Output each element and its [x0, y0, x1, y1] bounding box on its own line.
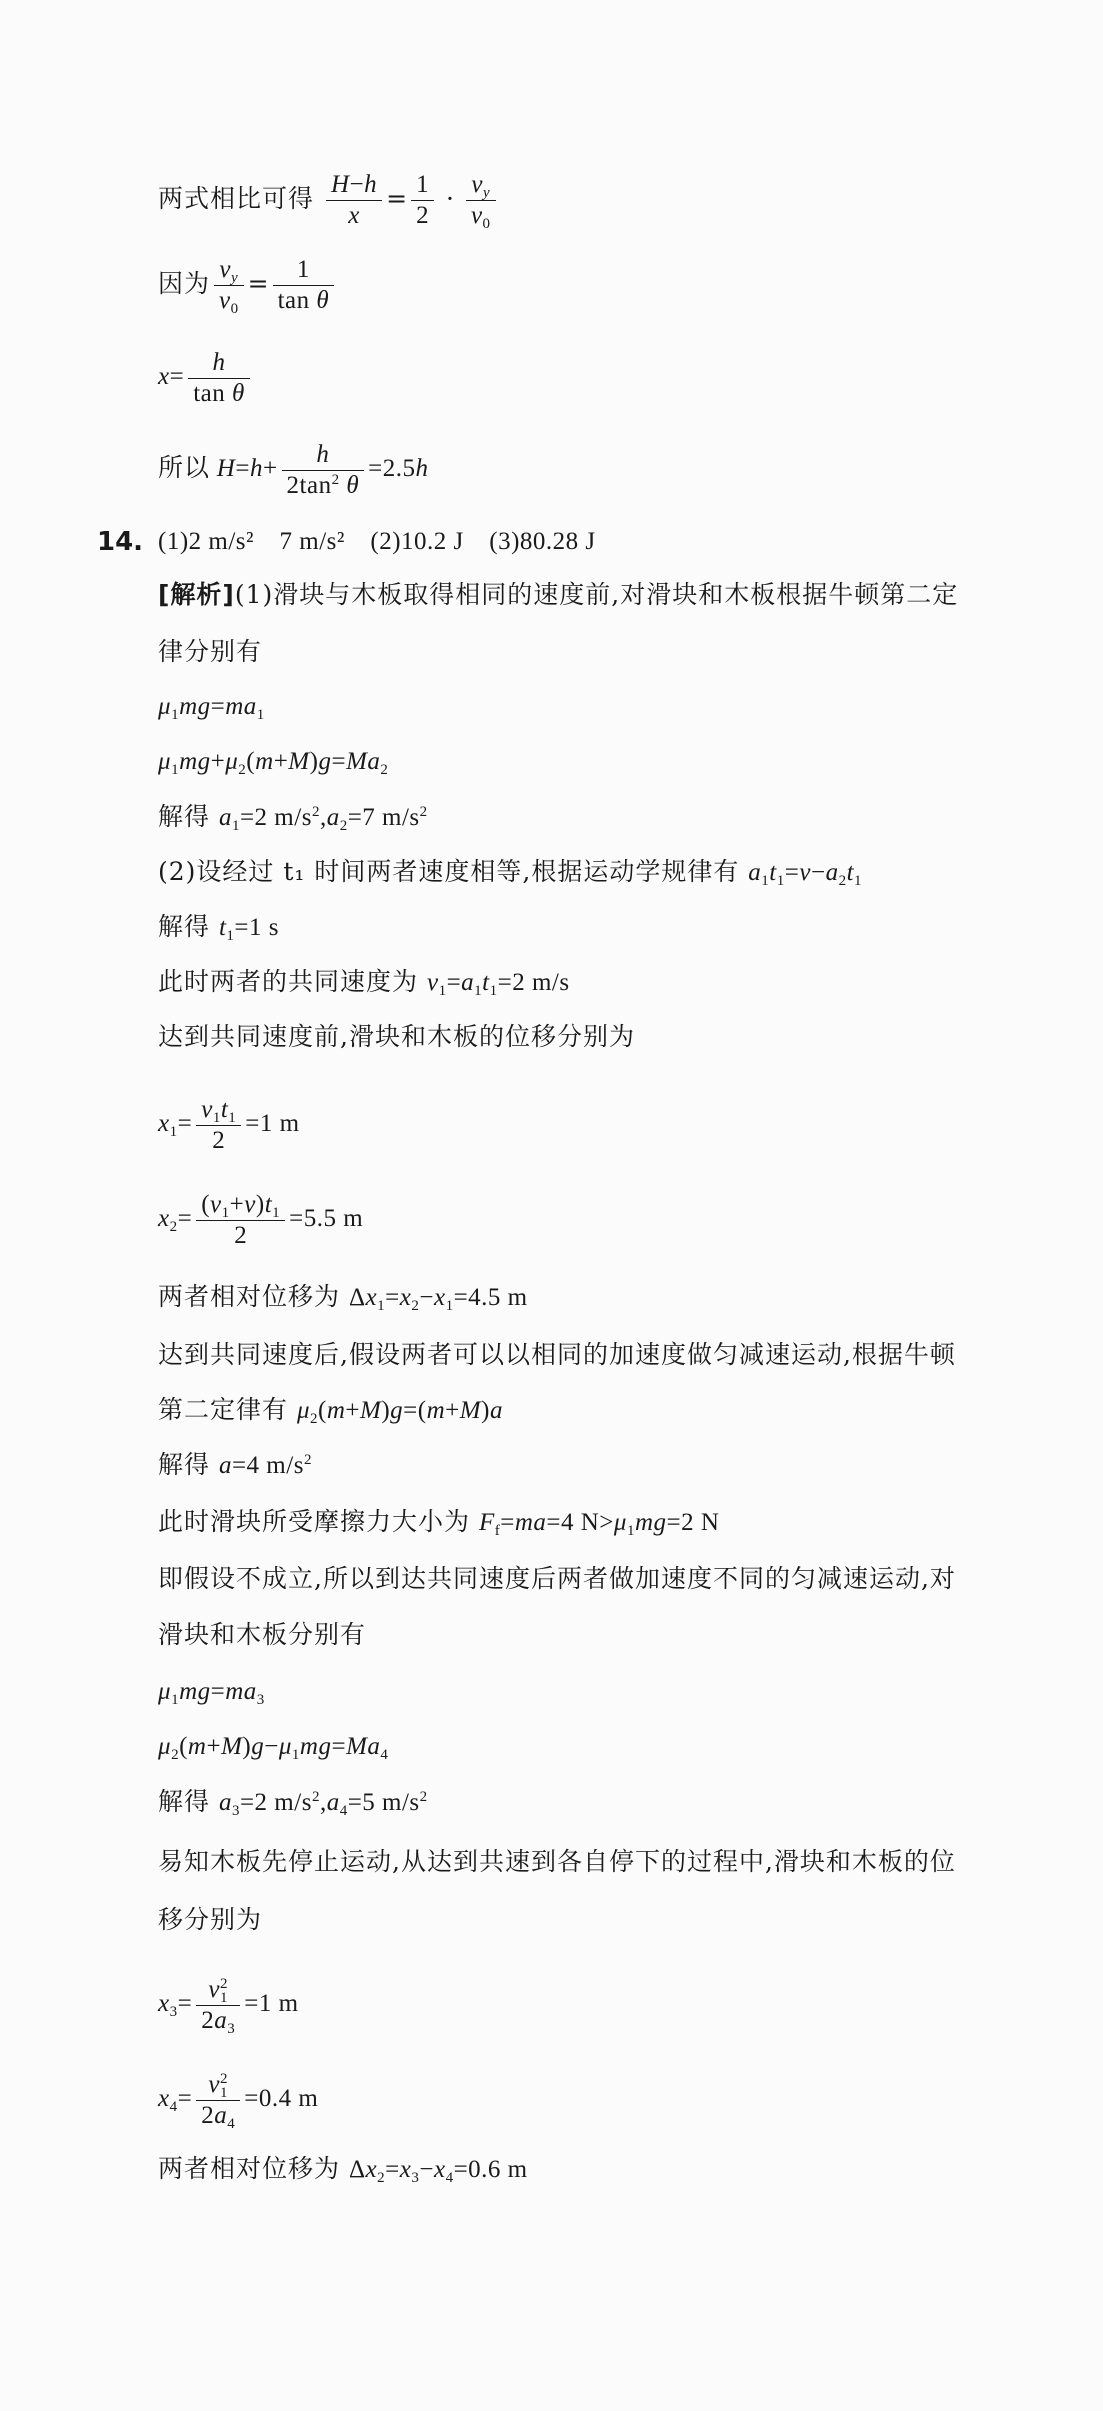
ratio-intro: 两式相比可得: [158, 184, 315, 213]
fraction: $\frac{v_1^2}{2a_3}$: [196, 1975, 240, 2036]
fraction: $\frac{h}{2\tan^2 \theta}$: [282, 440, 365, 501]
analysis-p1a: [解析](1)滑块与木板取得相同的速度前,对滑块和木板根据牛顿第二定: [158, 580, 959, 609]
eq-x3: $x_3=$ $\frac{v_1^2}{2a_3}$ =1 m: [158, 1976, 299, 2037]
eq-slider-2: $\mu_1mg=ma_3$: [158, 1678, 265, 1708]
board-stop-b: 移分别为: [158, 1905, 263, 1934]
solve-t1: 解得 $t_1=1$ s: [158, 912, 279, 944]
solve-a1a2: 解得 $a_1=2$ $m/s^2,a_2=7$ $m/s^2$: [158, 802, 428, 834]
x-equation: x= $\frac{h}{\text{tan θ}}$: [158, 348, 254, 409]
eq-board: $\mu_1mg+\mu_2(m+M)g=Ma_2$: [158, 748, 389, 778]
eq-x1: $x_1=$ $\frac{v_1t_1}{2}$ =1 m: [158, 1096, 300, 1154]
fraction: $\frac{1}{\text{tan θ}}$: [273, 255, 335, 316]
fraction: $\frac{v_y}{v_0}$: [466, 170, 496, 231]
eq-board-2: $\mu_2(m+M)g-\mu_1mg=Ma_4$: [158, 1733, 389, 1763]
eq-x4: $x_4=$ $\frac{v_1^2}{2a_4}$ =0.4 m: [158, 2071, 319, 2132]
fraction: $\frac{1}{2}$: [411, 170, 434, 231]
part2-line: (2)设经过 t₁ 时间两者速度相等,根据运动学规律有 $a_1t_1=v-a_2t_1$: [158, 857, 863, 889]
eq-slider: $\mu_1mg=ma_1$: [158, 693, 265, 723]
eq-x2: $x_2=$ $\frac{(v_1+v)t_1}{2}$ =5.5 m: [158, 1191, 364, 1249]
fraction: $\frac{(v_1+v)t_1}{2}$: [196, 1190, 285, 1251]
after-common-b: 第二定律有 $\mu_2(m+M)g=(m+M)a$: [158, 1395, 503, 1427]
because-label: 因为: [158, 269, 211, 298]
answer-line: (1)2 m/s² 7 m/s² (2)10.2 J (3)80.28 J: [158, 528, 596, 555]
fraction: $\frac{v_y}{v_0}$: [214, 255, 244, 316]
relative-disp-1: 两者相对位移为 $\Delta x_1=x_2-x_1=4.5$ m: [158, 1282, 528, 1314]
fraction: $\frac{v_1^2}{2a_4}$: [196, 2070, 240, 2131]
after-common-a: 达到共同速度后,假设两者可以以相同的加速度做匀减速运动,根据牛顿: [158, 1340, 956, 1369]
fraction: $\frac{h}{\text{tan θ}}$: [188, 348, 250, 409]
so-label: 所以: [158, 453, 211, 483]
fraction: $\frac{H-h}{x}$: [326, 170, 382, 231]
board-stop-a: 易知木板先停止运动,从达到共速到各自停下的过程中,滑块和木板的位: [158, 1847, 956, 1876]
common-velocity: 此时两者的共同速度为 $v_1=a_1t_1=2$ m/s: [158, 967, 570, 999]
friction-line: 此时滑块所受摩擦力大小为 $F_f=ma=4$ $N>\mu_1mg=2$ N: [158, 1507, 720, 1539]
fraction: $\frac{v_1t_1}{2}$: [196, 1095, 241, 1156]
analysis-p1b: 律分别有: [158, 637, 263, 666]
solve-a3a4: 解得 $a_3=2$ $m/s^2,a_4=5$ $m/s^2$: [158, 1787, 428, 1819]
question-number: 14.: [97, 527, 144, 557]
not-hold-a: 即假设不成立,所以到达共同速度后两者做加速度不同的匀减速运动,对: [158, 1564, 956, 1593]
before-common: 达到共同速度前,滑块和木板的位移分别为: [158, 1022, 635, 1051]
ratio-line: 两式相比可得 $\frac{H-h}{x}$ = $\frac{1}{2}$ · $\frac{v_y}{v_0}$: [158, 170, 500, 231]
because-line: 因为 $\frac{v_y}{v_0}$ = $\frac{1}{\text{tan θ}}$: [158, 255, 338, 316]
so-line: 所以 H=h+ $\frac{h}{2\tan^2 \theta}$ =2.5h: [158, 441, 429, 499]
not-hold-b: 滑块和木板分别有: [158, 1620, 367, 1649]
analysis-label: [解析]: [158, 580, 235, 609]
relative-disp-2: 两者相对位移为 $\Delta x_2=x_3-x_4=0.6$ m: [158, 2154, 528, 2186]
solve-a: 解得 a=4 $m/s^2$: [158, 1450, 312, 1479]
